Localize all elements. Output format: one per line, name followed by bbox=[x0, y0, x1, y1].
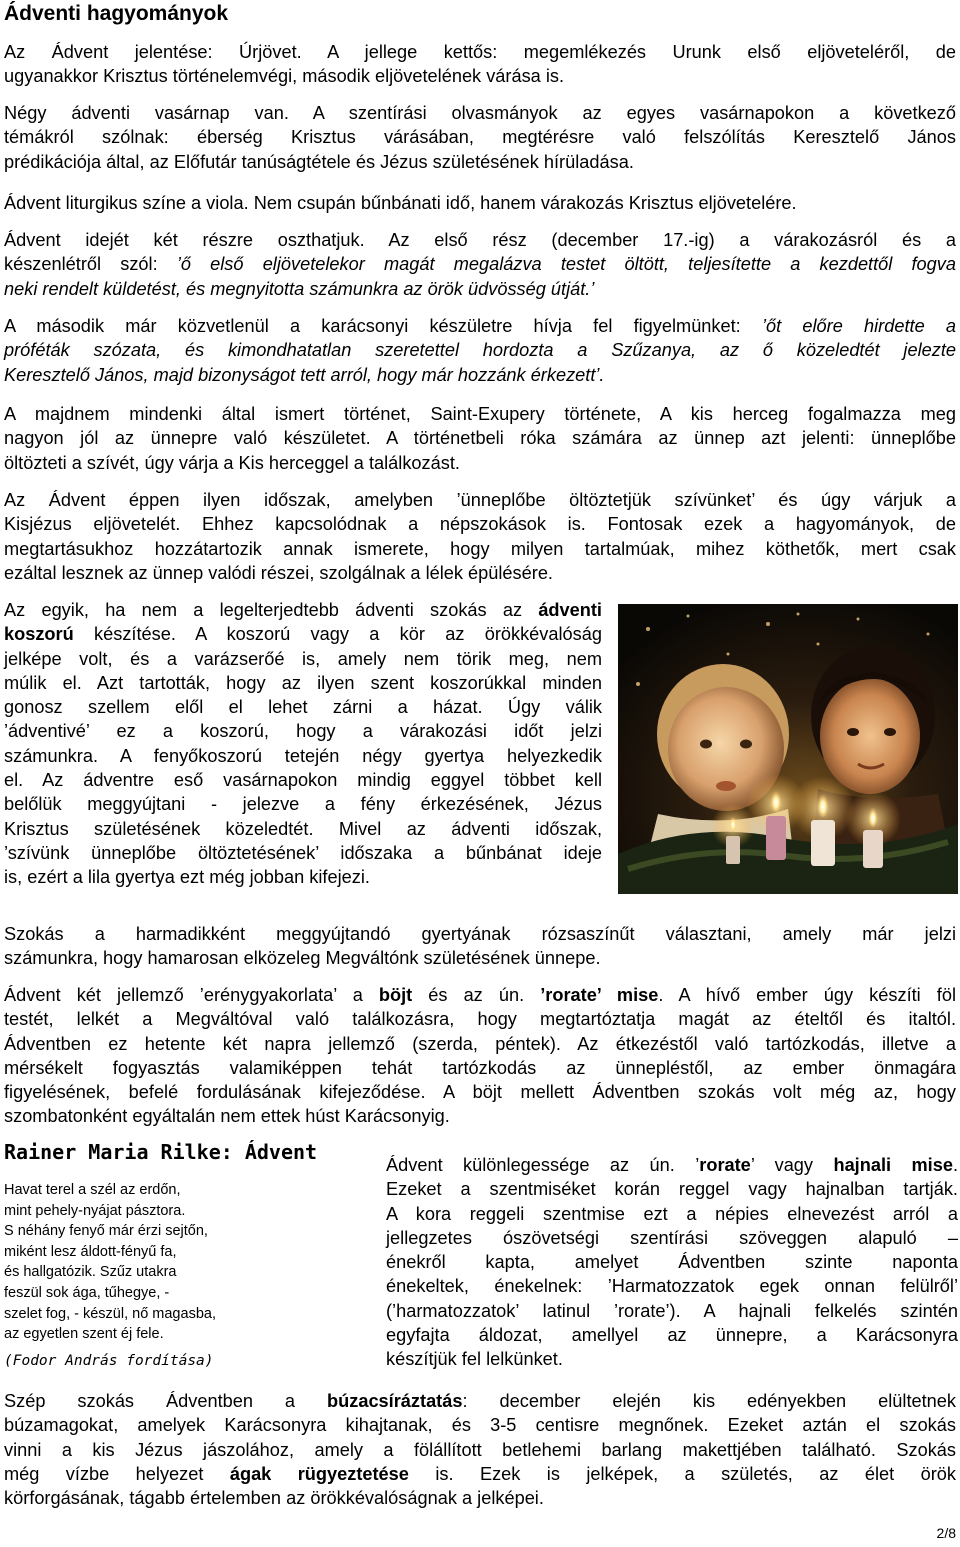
paragraph-wheat-sprouting bbox=[4, 1389, 956, 1510]
text-span: Ádvent két jellemző ’erénygyakorlata’ a bbox=[4, 985, 379, 1005]
text-line: vinni a kis Jézus jászolához, amely a fölállított betlehemi barlang makettjében található. Szokás bbox=[4, 1439, 956, 1460]
poem-credit: (Fodor András fordítása) bbox=[4, 1353, 214, 1369]
text-line: Kisjézus eljövetelét. Ehhez kapcsolódnak a népszokások is. Fontosak ezek a hagyományok, de bbox=[4, 514, 956, 535]
text-line: Krisztus születésének közeledtét. Mivel az ádventi időszak, bbox=[4, 818, 602, 839]
italic-span: próféták szózata, és kimondhatatlan szeretettel hordozta a Szűzanya, az ő közeledtét jelezte bbox=[4, 340, 956, 361]
text-line: öltözteti a szívét, úgy várja a Kis herceggel a találkozást. bbox=[4, 452, 460, 473]
text-line: készítjük fel lelkünket. bbox=[386, 1349, 563, 1370]
text-line: körforgásának, tágabb értelemben az örökkévalóságnak a jelképei. bbox=[4, 1488, 544, 1509]
text-line: számunkra. A fenyőkoszorú tetején négy gyertya helyezkedik bbox=[4, 745, 602, 766]
poem-line: és hallgatózik. Szűz utakra bbox=[4, 1264, 177, 1281]
paragraph-pink-candle bbox=[4, 922, 956, 971]
bold-span: böjt bbox=[378, 985, 413, 1005]
text-line: Négy ádventi vasárnap van. A szentírási olvasmányok az egyes vasárnapokon a következő bbox=[4, 103, 956, 123]
text-line bbox=[4, 314, 956, 338]
text-line: nagyon jól az ünnepre való készületet. A történetbeli róka számára az ünnep azt jelenti: ünneplőbe bbox=[4, 428, 956, 449]
text-line: énekeltek, énekelnek: ’Harmatozzatok egek onnan felülről’ bbox=[386, 1276, 958, 1297]
text-line: testét, lelkét a Megváltóval való találkozásra, hogy megtartóztatja magát az ételtől és italtól. bbox=[4, 1009, 956, 1030]
text-line bbox=[4, 338, 956, 362]
paragraph-advent-wreath bbox=[4, 598, 602, 890]
italic-span: ’őt előre hirdette a bbox=[761, 316, 956, 336]
text-line bbox=[4, 622, 602, 646]
text-line bbox=[4, 983, 956, 1007]
text-span: ’ vagy bbox=[750, 1155, 834, 1175]
poem-line: miként lesz áldott-fényű fa, bbox=[4, 1243, 177, 1260]
text-line bbox=[386, 1153, 958, 1177]
text-line bbox=[4, 1389, 956, 1413]
poem-line: szelet fog, - készül, nő magasba, bbox=[4, 1305, 216, 1322]
text-span: Szép szokás Ádventben a bbox=[4, 1391, 328, 1411]
text-line: búzamagokat, amelyek Karácsonyra kihajtanak, és 3-5 centisre megnőnek. Ezeket aztán el szokás bbox=[4, 1415, 956, 1436]
text-line: ’ádventivé’ ez a koszorú, hogy a várakozási időt jelzi bbox=[4, 721, 602, 742]
page-number: 2/8 bbox=[936, 1525, 956, 1541]
text-line: témákról szólnak: éberség Krisztus várásában, megtérésre való felszólítás Keresztelő János bbox=[4, 127, 956, 148]
paragraph-sundays bbox=[4, 101, 956, 174]
text-span: és az ún. bbox=[412, 985, 541, 1005]
bold-span: ’rorate’ mise bbox=[540, 985, 659, 1005]
text-line bbox=[4, 1462, 956, 1486]
text-line: ezáltal lesznek az ünnep valódi részei, szolgálnak a lélek épülésére. bbox=[4, 562, 553, 583]
text-line: számunkra, hogy hamarosan elközeleg Megváltónk születésének ünnepe. bbox=[4, 948, 601, 969]
text-span: még vízbe helyezet bbox=[4, 1463, 230, 1484]
text-span: Ádvent különlegessége az ún. ’ bbox=[386, 1155, 700, 1175]
paragraph-second-part bbox=[4, 314, 956, 387]
text-line: prédikációja által, az Előfutár tanúságtétele és Jézus születésének hírüladása. bbox=[4, 151, 634, 172]
poem-line: feszül sok ága, tűhegye, - bbox=[4, 1284, 170, 1301]
poem-line: Havat terel a szél az erdőn, bbox=[4, 1182, 181, 1198]
right-child-face bbox=[820, 678, 920, 794]
paragraph-little-prince bbox=[4, 402, 956, 475]
text-line: Ádvent liturgikus színe a viola. Nem csupán bűnbánati idő, hanem várakozás Krisztus eljövetelére. bbox=[4, 193, 797, 213]
poem-line: S néhány fenyő már érzi sejtőn, bbox=[4, 1223, 208, 1240]
text-span: A második már közvetlenül a karácsonyi készületre hívja fel figyelmünket: bbox=[4, 316, 762, 336]
bold-span: búzacsíráztatás bbox=[327, 1391, 463, 1411]
text-line: énekről kapta, amelyet Ádventben szinte naponta bbox=[386, 1252, 958, 1273]
text-span: . A hívő ember úgy készíti föl bbox=[658, 985, 956, 1005]
bold-span: hajnali mise bbox=[833, 1155, 953, 1175]
text-line: el. Az ádventre eső vasárnapokon mindig eggyel többet kell bbox=[4, 770, 602, 791]
paragraph-fasting bbox=[4, 983, 956, 1129]
text-line bbox=[4, 277, 956, 301]
text-line: Ezeket a szentmiséket korán reggel vagy hajnalban tartják. bbox=[386, 1179, 958, 1200]
italic-span: neki rendelt küldetést, és megnyitotta számunkra az örök üdvösség útját.’ bbox=[4, 278, 595, 299]
text-line: Ádvent idejét két részre oszthatjuk. Az első rész (december 17.-ig) a várakozásról és a bbox=[4, 230, 956, 250]
bold-span: koszorú bbox=[4, 624, 74, 645]
text-line: gonosz szellem elől el lehet zárni a házat. Úgy válik bbox=[4, 697, 602, 718]
bold-span: rorate bbox=[699, 1155, 751, 1175]
text-line: egyfajta áldozat, amellyel az ünnepre, a Karácsonyra bbox=[386, 1325, 958, 1346]
bold-span: ágak rügyeztetése bbox=[229, 1463, 409, 1484]
poem-line: mint pehely-nyájat pásztora. bbox=[4, 1202, 186, 1219]
text-line: A kora reggeli szentmise ezt a népies elnevezést arról a bbox=[386, 1203, 958, 1224]
text-line: ugyanakkor Krisztus történelemvégi, második eljövetelének várása is. bbox=[4, 66, 565, 87]
text-line bbox=[4, 598, 602, 622]
text-line bbox=[4, 363, 956, 387]
paragraph-two-parts bbox=[4, 228, 956, 301]
text-line: figyelésének, befelé fordulásának kifejeződése. A böjt mellett Ádventben szokás volt még az, hogy bbox=[4, 1082, 956, 1103]
text-span: is. Ezek is jelképek, a születés, az élet örök bbox=[408, 1463, 956, 1484]
poem-title: Rainer Maria Rilke: Ádvent bbox=[4, 1140, 318, 1164]
italic-span: Keresztelő János, majd bizonyságot tett arról, hogy már hozzánk érkezett’. bbox=[4, 364, 605, 385]
text-line: is, ezért a lila gyertya ezt még jobban kifejezi. bbox=[4, 867, 370, 888]
poem-body bbox=[4, 1180, 364, 1345]
poem-line: az egyetlen szent éj fele. bbox=[4, 1326, 164, 1343]
text-span: készenlétről szól: bbox=[4, 254, 177, 275]
text-span: Az egyik, ha nem a legelterjedtebb ádventi szokás az bbox=[4, 600, 539, 620]
text-line: szombatonként egyáltalán nem ettek húst Karácsonyig. bbox=[4, 1106, 450, 1127]
text-line: Az Ádvent jelentése: Úrjövet. A jellege kettős: megemlékezés Urunk első eljöveteléről, de bbox=[4, 42, 956, 62]
text-line: A majdnem mindenki által ismert történet, Saint-Exupery története, A kis herceg fogalmazza meg bbox=[4, 404, 956, 424]
bold-span: ádventi bbox=[538, 600, 602, 620]
page-title: Ádventi hagyományok bbox=[4, 2, 229, 25]
text-line bbox=[4, 252, 956, 276]
text-line: jelképe volt, és a varázserőé is, amely nem törik meg, nem bbox=[4, 648, 602, 669]
text-line: Ádventben ez hetente két napra jellemző (szerda, péntek). Az étkezéstől való tartózkodás, illetve a bbox=[4, 1033, 956, 1054]
text-span: . bbox=[952, 1155, 959, 1175]
text-span: készítése. A koszorú vagy a kör az örökkévalóság bbox=[73, 624, 602, 645]
text-line: ’szívünk ünneplőbe öltöztetésének’ időszaka a bűnbánat ideje bbox=[4, 842, 602, 863]
children-candles-photo bbox=[618, 604, 958, 894]
text-line: (’harmatozzatok’ latinul ’rorate’). A hajnali felkelés szintén bbox=[386, 1300, 958, 1321]
text-line: múlik el. Azt tartották, hogy az ilyen szent koszorúkkal minden bbox=[4, 672, 602, 693]
text-line: Szokás a harmadikként meggyújtandó gyertyának rózsaszínűt választani, amely már jelzi bbox=[4, 924, 956, 944]
paragraph-liturgical-color bbox=[4, 191, 956, 215]
text-line: jellegzetes ószövetségi szentírási szöveggen alapuló – bbox=[386, 1227, 958, 1248]
italic-span: ’ő első eljövetelekor magát megalázva testet öltött, teljesítette a kezdettől fogva bbox=[176, 254, 956, 275]
text-span: : december elején kis edényekben elültetnek bbox=[462, 1391, 956, 1411]
photo-illustration bbox=[618, 604, 958, 894]
paragraph-folk-customs bbox=[4, 488, 956, 585]
text-line: mérsékelt fogyasztás valamiképpen tehát tartózkodás az ünnepléstől, az ember önmagára bbox=[4, 1057, 956, 1078]
text-line: belőlük meggyújtani - jelezve a fény érkezésének, Jézus bbox=[4, 794, 602, 815]
paragraph-rorate-mass bbox=[386, 1153, 958, 1372]
paragraph-advent-meaning bbox=[4, 40, 956, 89]
text-line: megtartásukhoz hozzátartozik annak ismerete, hogy milyen tartalmúak, mihez köthetők, mert csak bbox=[4, 538, 956, 559]
text-line: Az Ádvent éppen ilyen időszak, amelyben ’ünneplőbe öltöztetjük szívünket’ és úgy várjuk a bbox=[4, 490, 956, 510]
